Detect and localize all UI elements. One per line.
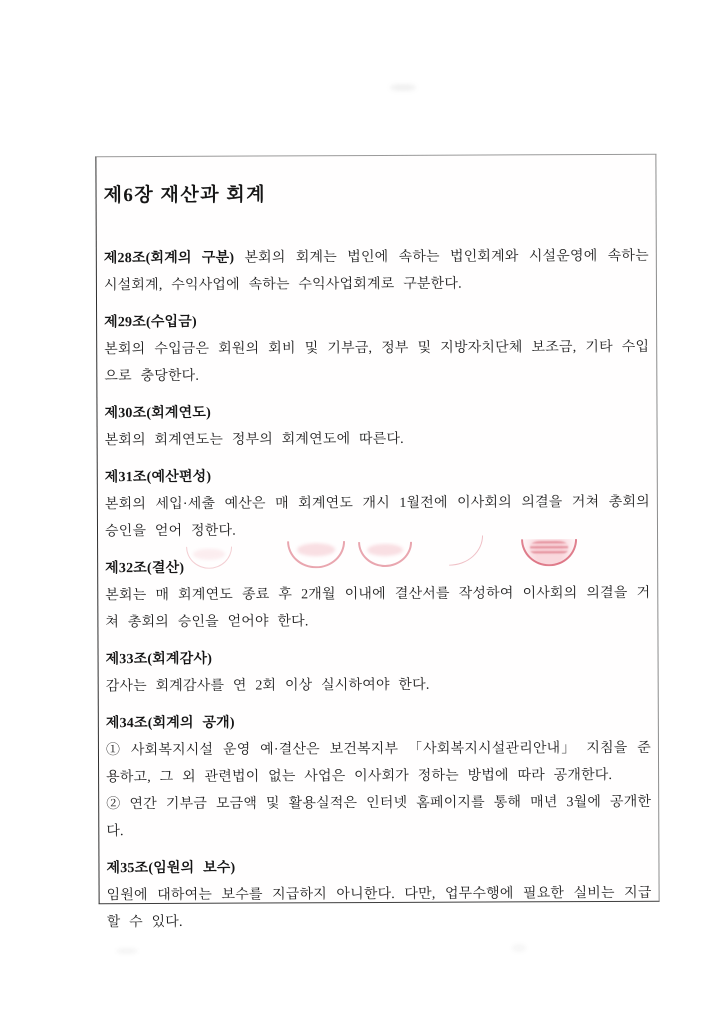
article-paragraph: ② 연간 기부금 모금액 및 활용실적은 인터넷 홈페이지를 통해 매년 3월에 공개한다.: [106, 794, 652, 840]
scan-smudge: [116, 948, 138, 954]
article-heading: 제30조(회계연도): [104, 405, 211, 422]
article-section: [104, 398, 649, 454]
article-heading-line: [104, 307, 649, 336]
article-paragraph: 본회의 세입·세출 예산은 매 회계연도 개시 1월전에 이사회의 의결을 거쳐 총회의 승인을 얻어 정한다.: [104, 494, 650, 540]
article-paragraph: 감사는 회계감사를 연 2회 이상 실시하여야 한다.: [105, 677, 430, 695]
article-section: [104, 243, 649, 299]
article-heading: 제33조(회계감사): [105, 651, 213, 668]
article-section: [105, 553, 650, 636]
article-paragraph: 본회의 회계연도는 정부의 회계연도에 따른다.: [104, 431, 404, 449]
article-heading: 제29조(수입금): [104, 314, 197, 331]
article-heading: 제34조(회계의 공개): [105, 715, 235, 732]
scan-smudge: [390, 84, 416, 91]
article-section: [104, 307, 649, 390]
article-paragraph: 본회의 수입금은 회원의 회비 및 기부금, 정부 및 지방자치단체 보조금, 기타 수입으로 충당한다.: [104, 339, 650, 385]
article-section: [106, 644, 651, 700]
article-heading-line: [105, 553, 650, 582]
article-heading-line: [104, 398, 649, 427]
article-heading-line: [106, 644, 651, 673]
article-heading-line: [105, 462, 650, 491]
article-paragraph: 제28조(회계의 구분) 본회의 회계는 법인에 속하는 법인회계와 시설운영에 속하는 시설회계, 수익사업에 속하는 수익사업회계로 구분한다.: [103, 248, 649, 294]
article-heading-line: [106, 708, 651, 737]
article-heading: 제31조(예산편성): [104, 469, 212, 486]
article-heading: 제32조(결산): [105, 560, 185, 577]
document-page: [95, 154, 659, 931]
article-heading: 제28조(회계의 구분): [103, 250, 235, 267]
articles-container: [104, 243, 652, 936]
article-paragraph: 본회는 매 회계연도 종료 후 2개월 이내에 결산서를 작성하여 이사회의 의결을 거쳐 총회의 승인을 얻어야 한다.: [105, 585, 651, 631]
chapter-title: 제6장 재산과 회계: [103, 184, 267, 207]
article-paragraph: 임원에 대하여는 보수를 지급하지 아니한다. 다만, 업무수행에 필요한 실비는 지급할 수 있다.: [106, 885, 652, 931]
article-heading-line: [106, 853, 651, 882]
article-section: [106, 853, 651, 936]
scan-smudge: [512, 944, 526, 952]
article-paragraph: ① 사회복지시설 운영 예·결산은 보건복지부 「사회복지시설관리안내」 지침을 준용하고, 그 외 관련법이 없는 사업은 이사회가 정하는 방법에 따라 공개한다.: [105, 740, 651, 786]
article-section: [106, 708, 652, 845]
article-heading: 제35조(임원의 보수): [106, 860, 236, 877]
article-section: [105, 462, 650, 545]
